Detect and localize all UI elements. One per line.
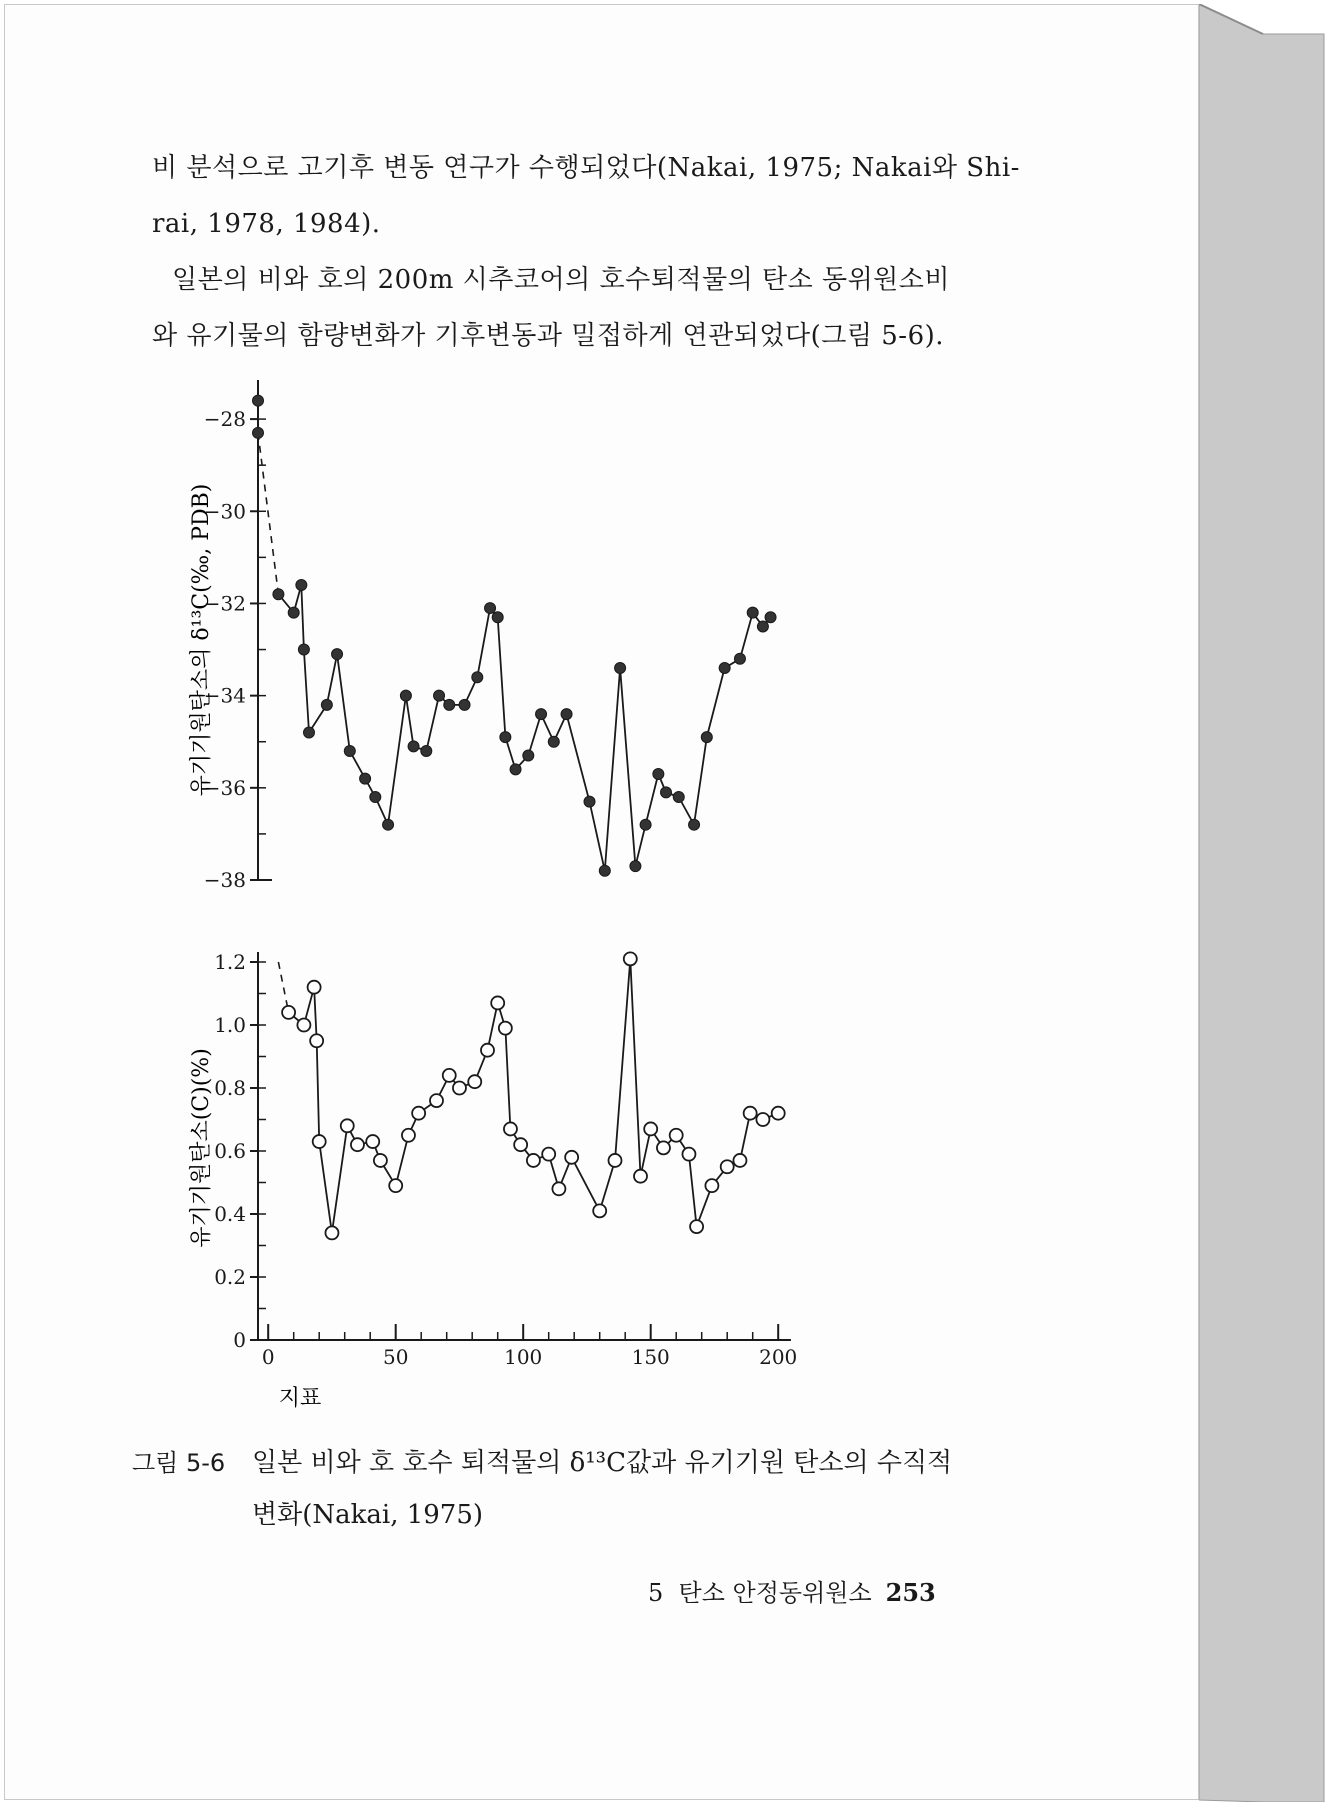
paragraph-2 [152,252,992,364]
figure-caption [132,1437,952,1541]
carbon-x-tick-label: 50 [382,1345,409,1369]
d13c-data-point [444,699,455,710]
carbon-data-point [282,1006,295,1019]
chapter-title: 5 탄소 안정동위원소 [648,1579,872,1607]
carbon-data-point [670,1129,683,1142]
carbon-data-point [341,1119,354,1132]
d13c-data-point [548,736,559,747]
carbon-data-point [705,1179,718,1192]
carbon-y-tick-label: 1.0 [214,1013,246,1037]
d13c-data-point [332,649,343,660]
d13c-y-tick-label: −38 [203,868,246,892]
d13c-data-point [615,662,626,673]
carbon-data-point [609,1154,622,1167]
carbon-data-point [733,1154,746,1167]
carbon-data-point [374,1154,387,1167]
carbon-data-point [634,1170,647,1183]
d13c-data-point [599,865,610,876]
d13c-data-point [701,732,712,743]
carbon-data-point [389,1179,402,1192]
d13c-y-tick-label: −36 [203,775,246,800]
carbon-data-point [443,1069,456,1082]
organic-carbon-chart-points [282,952,785,1239]
d13c-data-point [298,644,309,655]
carbon-data-point [657,1141,670,1154]
carbon-data-point [504,1122,517,1135]
carbon-data-point [491,996,504,1009]
carbon-data-point [682,1148,695,1161]
d13c-data-point [485,603,496,614]
d13c-data-point [400,690,411,701]
carbon-series-path [289,959,779,1233]
organic-carbon-chart [180,940,940,1420]
carbon-y-tick-label: 0 [233,1328,246,1352]
carbon-data-point [481,1044,494,1057]
d13c-data-point [584,796,595,807]
carbon-x-tick-label: 0 [261,1345,275,1369]
organic-carbon-chart-axes [214,950,797,1369]
d13c-chart-dashed-lead [258,433,278,594]
carbon-data-point [430,1094,443,1107]
d13c-y-tick-label: −34 [203,683,246,708]
carbon-data-point [756,1113,769,1126]
figure-caption-label: 그림 5-6 [132,1449,226,1477]
carbon-data-point [308,981,321,994]
organic-carbon-chart-series-line [289,959,779,1233]
d13c-data-point [653,768,664,779]
d13c-data-point [673,792,684,803]
page-number: 253 [885,1578,936,1607]
d13c-data-point [500,732,511,743]
d13c-data-point [640,819,651,830]
carbon-data-point [644,1122,657,1135]
figure-caption-line-1: 일본 비와 호 호수 퇴적물의 δ¹³C값과 유기기원 탄소의 수직적 [252,1448,953,1478]
organic-carbon-chart-xlabel: 지표 [278,1386,322,1411]
d13c-data-point [360,773,371,784]
page-footer [648,1573,936,1608]
d13c-chart-axes [204,380,272,892]
organic-carbon-chart-ylabel: 유기기원탄소(C)(%) [189,1048,214,1248]
carbon-data-point [310,1034,323,1047]
carbon-y-tick-label: 0.8 [214,1076,246,1100]
carbon-y-tick-label: 0.2 [214,1265,246,1289]
carbon-x-tick-label: 200 [759,1345,798,1369]
d13c-data-point [689,819,700,830]
book-page-edge [1199,4,1327,1802]
d13c-data-point [321,699,332,710]
carbon-data-point [313,1135,326,1148]
d13c-data-point [344,745,355,756]
carbon-data-point [402,1129,415,1142]
d13c-data-point [472,672,483,683]
organic-carbon-chart-dashed-lead [278,962,288,1012]
carbon-x-tick-label: 150 [631,1345,670,1369]
d13c-data-point [630,861,641,872]
d13c-data-point [459,699,470,710]
d13c-data-point [421,745,432,756]
carbon-data-point [453,1082,466,1095]
d13c-data-point [734,653,745,664]
carbon-data-point [514,1138,527,1151]
carbon-data-point [772,1107,785,1120]
d13c-y-tick-label: −28 [203,407,246,432]
paragraph-2-line-1: 일본의 비와 호의 200m 시추코어의 호수퇴적물의 탄소 동위원소비 [172,265,951,295]
carbon-data-point [690,1220,703,1233]
d13c-data-point [492,612,503,623]
d13c-data-point [273,589,284,600]
carbon-data-point [468,1075,481,1088]
d13c-data-point [719,662,730,673]
d13c-data-point [661,787,672,798]
carbon-dashed-lead-line [278,962,288,1012]
carbon-data-point [721,1160,734,1173]
paragraph-2-line-2: 와 유기물의 함량변화가 기후변동과 밀접하게 연관되었다(그림 5-6). [152,321,945,351]
d13c-data-point [561,709,572,720]
carbon-data-point [325,1226,338,1239]
carbon-data-point [527,1154,540,1167]
d13c-data-point [370,792,381,803]
figure-caption-line-2: 변화(Nakai, 1975) [252,1500,484,1530]
paragraph-1-line-1: 비 분석으로 고기후 변동 연구가 수행되었다(Nakai, 1975; Nakai와 Shi- [152,153,1020,183]
carbon-data-point [744,1107,757,1120]
d13c-data-point [304,727,315,738]
d13c-data-point [747,607,758,618]
carbon-data-point [297,1019,310,1032]
carbon-x-tick-label: 100 [504,1345,543,1369]
carbon-data-point [366,1135,379,1148]
paragraph-1-line-2: rai, 1978, 1984). [152,209,381,239]
d13c-data-point [253,395,264,406]
d13c-y-tick-label: −32 [203,591,246,616]
carbon-y-tick-label: 1.2 [214,950,246,974]
d13c-dashed-lead-line [258,433,278,594]
d13c-data-point [253,427,264,438]
d13c-data-point [383,819,394,830]
d13c-chart [180,380,940,900]
d13c-data-point [510,764,521,775]
d13c-data-point [523,750,534,761]
d13c-data-point [765,612,776,623]
carbon-y-tick-label: 0.6 [214,1139,246,1163]
d13c-data-point [757,621,768,632]
carbon-data-point [552,1182,565,1195]
d13c-y-tick-label: −30 [203,499,246,524]
carbon-data-point [542,1148,555,1161]
carbon-data-point [351,1138,364,1151]
carbon-data-point [412,1107,425,1120]
d13c-data-point [536,709,547,720]
carbon-data-point [624,952,637,965]
d13c-data-point [296,580,307,591]
carbon-data-point [565,1151,578,1164]
d13c-chart-ylabel: 유기기원탄소의 δ¹³C(‰, PDB) [189,483,214,797]
carbon-data-point [593,1204,606,1217]
d13c-data-point [434,690,445,701]
d13c-data-point [408,741,419,752]
d13c-data-point [288,607,299,618]
carbon-y-tick-label: 0.4 [214,1202,246,1226]
carbon-data-point [499,1022,512,1035]
paragraph-1 [152,140,1020,252]
